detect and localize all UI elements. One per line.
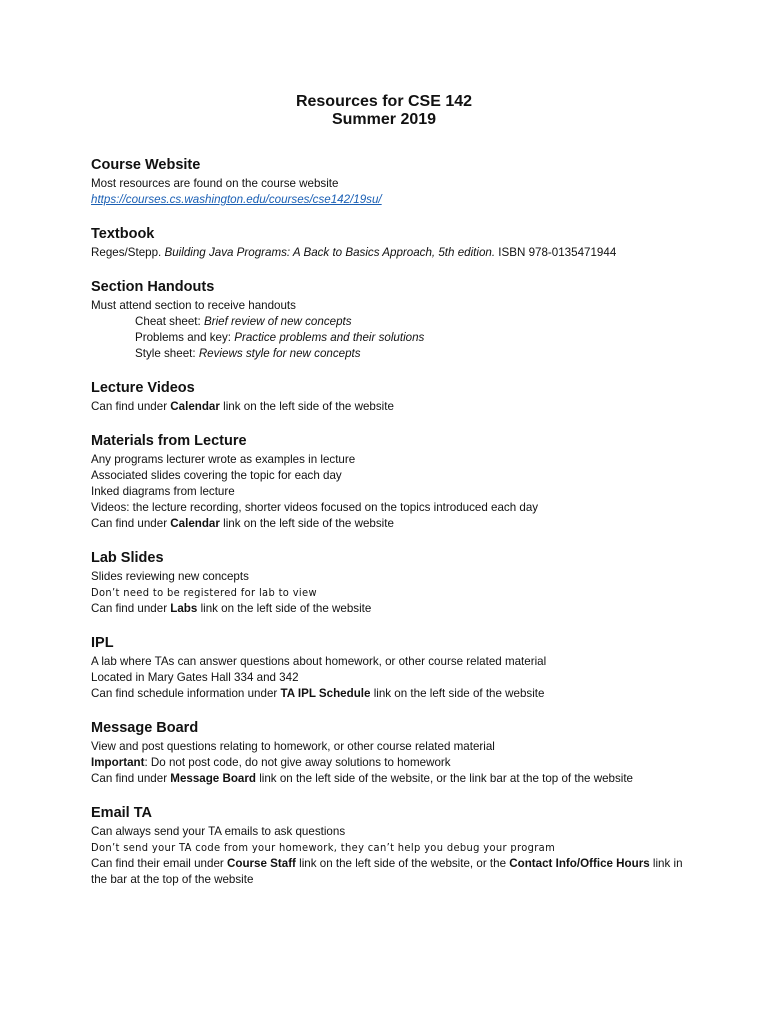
bold-term: Message Board	[170, 772, 256, 785]
text-span: link on the left side of the website	[370, 687, 545, 700]
section-text: Most resources are found on the course website	[91, 177, 339, 190]
section-text	[91, 686, 731, 702]
section-text: Inked diagrams from lecture	[91, 485, 235, 498]
section-heading: Section Handouts	[91, 279, 215, 295]
section-lab-slides	[91, 548, 731, 617]
bold-term: Labs	[170, 602, 198, 615]
section-materials	[91, 431, 731, 532]
bold-term: Office Hours	[580, 857, 650, 870]
section-heading: Lecture Videos	[91, 380, 195, 396]
handout-item	[91, 314, 731, 330]
section-lecture-videos	[91, 378, 731, 415]
handout-item	[91, 346, 731, 362]
text-span: link on the left side of the website	[219, 400, 394, 413]
section-text	[91, 856, 701, 888]
textbook-isbn: ISBN 978-0135471944	[495, 246, 617, 259]
section-course-website	[91, 155, 731, 208]
text-span: Can find under	[91, 517, 171, 530]
section-text	[91, 516, 731, 532]
section-text: Any programs lecturer wrote as examples in lecture	[91, 453, 356, 466]
text-span: : Do not post code, do not give away solutions to homework	[144, 756, 451, 769]
section-text: Associated slides covering the topic for each day	[91, 469, 342, 482]
document-body	[91, 155, 731, 888]
section-text: Don’t send your TA code from your homework, they can’t help you debug your program	[91, 841, 556, 854]
section-handouts	[91, 277, 731, 362]
section-text: Don’t need to be registered for lab to view	[91, 586, 317, 599]
bold-term: Calendar	[170, 400, 220, 413]
section-heading: Textbook	[91, 226, 155, 242]
text-span: link on the left side of the website, or the link bar at the top of the website	[255, 772, 634, 785]
text-span: link on the left side of the website, or the	[295, 857, 510, 870]
section-text: Slides reviewing new concepts	[91, 570, 249, 583]
important-label: Important	[91, 756, 145, 769]
section-message-board	[91, 718, 731, 787]
section-heading: Materials from Lecture	[91, 433, 247, 449]
section-heading: IPL	[91, 635, 114, 651]
bold-term: Course Staff	[226, 857, 296, 870]
textbook-citation	[91, 245, 731, 261]
textbook-title: Building Java Programs: A Back to Basics Approach, 5th edition.	[164, 246, 496, 259]
section-email-ta	[91, 803, 731, 888]
section-heading: Message Board	[91, 720, 199, 736]
bold-term: TA IPL Schedule	[280, 687, 371, 700]
section-text	[91, 755, 731, 771]
slash: /	[576, 857, 581, 870]
section-text: A lab where TAs can answer questions about homework, or other course related material	[91, 655, 547, 668]
text-span: Can find under	[91, 602, 171, 615]
handout-label: Problems and key:	[135, 331, 235, 344]
document-subtitle: Summer 2019	[331, 111, 437, 128]
text-span: link in the bar at the top of the website	[91, 857, 683, 886]
handout-desc: Reviews style for new concepts	[198, 347, 361, 360]
text-span: link on the left side of the website	[197, 602, 372, 615]
text-span: Can find their email under	[91, 857, 227, 870]
course-website-link[interactable]: https://courses.cs.washington.edu/courses/cse142/19su/	[91, 193, 382, 206]
section-heading: Email TA	[91, 805, 152, 821]
section-heading: Course Website	[91, 157, 201, 173]
section-text	[91, 399, 731, 415]
handout-desc: Brief review of new concepts	[203, 315, 352, 328]
handout-item	[91, 330, 731, 346]
textbook-authors: Reges/Stepp.	[91, 246, 165, 259]
section-text	[91, 601, 731, 617]
section-ipl	[91, 633, 731, 702]
section-textbook	[91, 224, 731, 261]
section-text: Must attend section to receive handouts	[91, 299, 296, 312]
section-text	[91, 771, 731, 787]
text-span: Can find under	[91, 400, 171, 413]
text-span: Can find schedule information under	[91, 687, 281, 700]
section-heading: Lab Slides	[91, 550, 164, 566]
section-text: Located in Mary Gates Hall 334 and 342	[91, 671, 299, 684]
handout-label: Style sheet:	[135, 347, 199, 360]
section-text: Can always send your TA emails to ask questions	[91, 825, 346, 838]
text-span: Can find under	[91, 772, 171, 785]
handout-desc: Practice problems and their solutions	[234, 331, 425, 344]
section-text: Videos: the lecture recording, shorter videos focused on the topics introduced each day	[91, 501, 539, 514]
section-text: View and post questions relating to homework, or other course related material	[91, 740, 495, 753]
bold-term: Calendar	[170, 517, 220, 530]
document-title: Resources for CSE 142	[295, 93, 473, 110]
handout-label: Cheat sheet:	[135, 315, 204, 328]
text-span: link on the left side of the website	[219, 517, 394, 530]
bold-term: Contact Info	[509, 857, 577, 870]
